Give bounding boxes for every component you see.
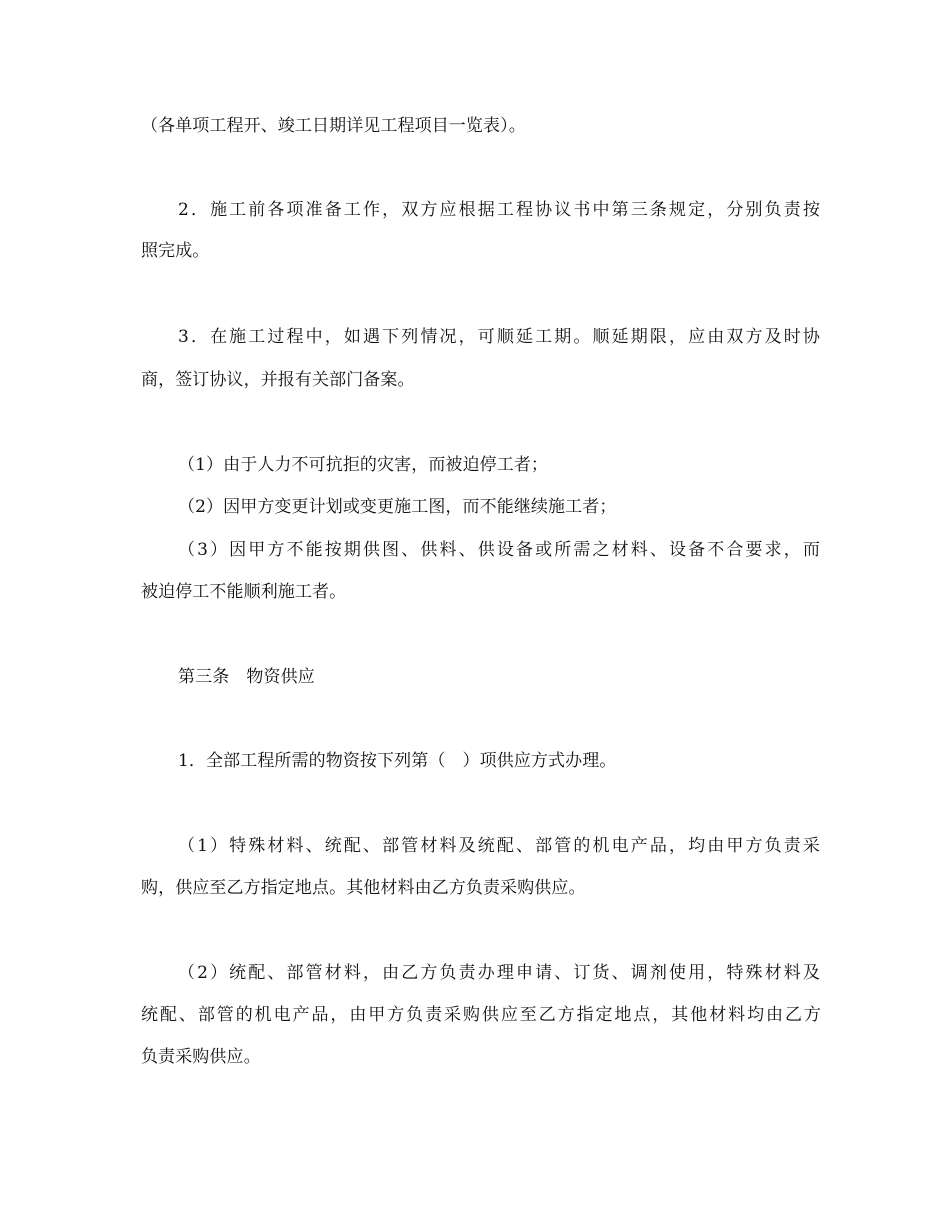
list-item: （1）由于人力不可抗拒的灾害，而被迫停工者；: [178, 455, 549, 475]
paragraph-line: （各单项工程开、竣工日期详见工程项目一览表）。: [141, 116, 526, 136]
list-item: （2）统配、部管材料，由乙方负责办理申请、订货、调剂使用，特殊材料及: [178, 963, 820, 983]
list-item-continuation: 购，供应至乙方指定地点。其他材料由乙方负责采购供应。: [141, 878, 586, 898]
paragraph-line: 照完成。: [141, 241, 210, 261]
list-item-continuation: 负责采购供应。: [141, 1047, 261, 1067]
paragraph-line: 1．全部工程所需的物资按下列第（ ）项供应方式办理。: [178, 751, 617, 771]
paragraph-line: 商，签订协议，并报有关部门备案。: [141, 370, 415, 390]
list-item-continuation: 统配、部管的机电产品，由甲方负责采购供应至乙方指定地点，其他材料均由乙方: [141, 1005, 821, 1025]
list-item: （1）特殊材料、统配、部管材料及统配、部管的机电产品，均由甲方负责采: [178, 836, 820, 856]
paragraph-line: 2．施工前各项准备工作，双方应根据工程协议书中第三条规定，分别负责按: [178, 200, 820, 220]
list-item-continuation: 被迫停工不能顺利施工者。: [141, 582, 347, 602]
list-item: （2）因甲方变更计划或变更施工图，而不能继续施工者；: [178, 497, 617, 517]
list-item: （3）因甲方不能按期供图、供料、供设备或所需之材料、设备不合要求，而: [178, 540, 820, 560]
section-heading: 第三条 物资供应: [178, 667, 315, 687]
paragraph-line: 3．在施工过程中，如遇下列情况，可顺延工期。顺延期限，应由双方及时协: [178, 327, 820, 347]
